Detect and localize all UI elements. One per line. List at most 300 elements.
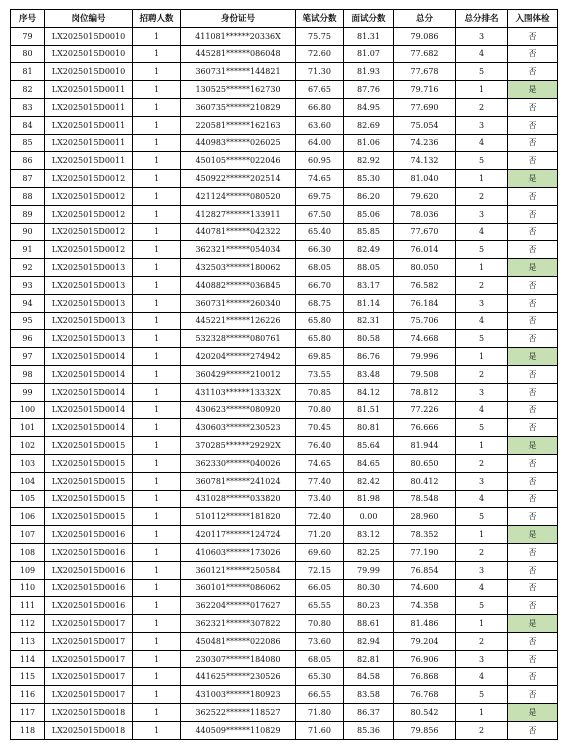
- cell-serial: 101: [11, 419, 45, 437]
- cell-written-score: 69.60: [296, 543, 344, 561]
- cell-position-code: LX2025015D0017: [45, 650, 133, 668]
- cell-medical-exam: 是: [508, 615, 558, 633]
- table-row: [11, 81, 558, 99]
- cell-total-score: 76.666: [394, 419, 456, 437]
- cell-interview-score: 84.65: [344, 454, 394, 472]
- table-row: [11, 490, 558, 508]
- cell-written-score: 72.40: [296, 508, 344, 526]
- cell-id-number: 445281******086048: [181, 45, 296, 63]
- cell-total-score: 79.086: [394, 27, 456, 45]
- cell-hiring-count: 1: [133, 348, 181, 366]
- cell-position-code: LX2025015D0018: [45, 721, 133, 739]
- results-table-container: [10, 9, 558, 740]
- cell-serial: 81: [11, 63, 45, 81]
- cell-hiring-count: 1: [133, 543, 181, 561]
- cell-interview-score: 80.81: [344, 419, 394, 437]
- header-total-score: 总分: [394, 10, 456, 28]
- cell-written-score: 64.00: [296, 134, 344, 152]
- cell-total-score: 76.854: [394, 561, 456, 579]
- cell-serial: 114: [11, 650, 45, 668]
- cell-total-score: 79.204: [394, 632, 456, 650]
- cell-hiring-count: 1: [133, 508, 181, 526]
- cell-medical-exam: 否: [508, 294, 558, 312]
- cell-id-number: 450922******202514: [181, 170, 296, 188]
- cell-medical-exam: 否: [508, 419, 558, 437]
- cell-interview-score: 83.12: [344, 526, 394, 544]
- cell-medical-exam: 是: [508, 704, 558, 722]
- cell-total-score: 77.678: [394, 63, 456, 81]
- cell-total-rank: 3: [456, 205, 508, 223]
- cell-total-score: 75.706: [394, 312, 456, 330]
- cell-medical-exam: 否: [508, 312, 558, 330]
- cell-position-code: LX2025015D0013: [45, 330, 133, 348]
- table-row: [11, 152, 558, 170]
- cell-serial: 91: [11, 241, 45, 259]
- cell-total-score: 79.620: [394, 187, 456, 205]
- cell-hiring-count: 1: [133, 597, 181, 615]
- table-row: [11, 45, 558, 63]
- cell-position-code: LX2025015D0016: [45, 597, 133, 615]
- cell-interview-score: 88.05: [344, 259, 394, 277]
- cell-id-number: 360429******210012: [181, 365, 296, 383]
- table-row: [11, 454, 558, 472]
- cell-total-rank: 3: [456, 27, 508, 45]
- cell-id-number: 440509******110829: [181, 721, 296, 739]
- cell-serial: 96: [11, 330, 45, 348]
- cell-total-score: 79.996: [394, 348, 456, 366]
- cell-interview-score: 81.07: [344, 45, 394, 63]
- cell-id-number: 360731******260340: [181, 294, 296, 312]
- cell-position-code: LX2025015D0012: [45, 205, 133, 223]
- cell-position-code: LX2025015D0011: [45, 116, 133, 134]
- cell-serial: 102: [11, 437, 45, 455]
- cell-medical-exam: 否: [508, 472, 558, 490]
- cell-serial: 117: [11, 704, 45, 722]
- cell-total-rank: 3: [456, 650, 508, 668]
- cell-serial: 107: [11, 526, 45, 544]
- cell-hiring-count: 1: [133, 632, 181, 650]
- table-row: [11, 294, 558, 312]
- cell-hiring-count: 1: [133, 63, 181, 81]
- cell-written-score: 71.20: [296, 526, 344, 544]
- cell-written-score: 65.55: [296, 597, 344, 615]
- table-header-row: [11, 10, 558, 28]
- cell-hiring-count: 1: [133, 419, 181, 437]
- cell-total-score: 76.582: [394, 276, 456, 294]
- cell-position-code: LX2025015D0012: [45, 241, 133, 259]
- cell-total-rank: 2: [456, 365, 508, 383]
- table-body: [11, 27, 558, 739]
- cell-hiring-count: 1: [133, 454, 181, 472]
- cell-interview-score: 80.58: [344, 330, 394, 348]
- cell-hiring-count: 1: [133, 223, 181, 241]
- cell-medical-exam: 否: [508, 241, 558, 259]
- cell-medical-exam: 否: [508, 632, 558, 650]
- cell-serial: 116: [11, 686, 45, 704]
- cell-interview-score: 86.20: [344, 187, 394, 205]
- cell-position-code: LX2025015D0015: [45, 437, 133, 455]
- header-serial: 序号: [11, 10, 45, 28]
- cell-interview-score: 80.23: [344, 597, 394, 615]
- table-row: [11, 615, 558, 633]
- cell-interview-score: 86.76: [344, 348, 394, 366]
- cell-medical-exam: 是: [508, 437, 558, 455]
- cell-id-number: 510112******181820: [181, 508, 296, 526]
- cell-serial: 110: [11, 579, 45, 597]
- cell-position-code: LX2025015D0016: [45, 526, 133, 544]
- table-row: [11, 561, 558, 579]
- cell-medical-exam: 否: [508, 490, 558, 508]
- cell-position-code: LX2025015D0011: [45, 98, 133, 116]
- cell-total-score: 79.508: [394, 365, 456, 383]
- cell-total-rank: 2: [456, 98, 508, 116]
- cell-hiring-count: 1: [133, 205, 181, 223]
- cell-interview-score: 86.37: [344, 704, 394, 722]
- cell-hiring-count: 1: [133, 383, 181, 401]
- header-total-rank: 总分排名: [456, 10, 508, 28]
- cell-written-score: 65.80: [296, 312, 344, 330]
- cell-total-rank: 1: [456, 526, 508, 544]
- cell-position-code: LX2025015D0010: [45, 45, 133, 63]
- table-row: [11, 579, 558, 597]
- cell-total-score: 80.412: [394, 472, 456, 490]
- cell-medical-exam: 否: [508, 454, 558, 472]
- cell-serial: 98: [11, 365, 45, 383]
- cell-total-score: 78.352: [394, 526, 456, 544]
- cell-interview-score: 0.00: [344, 508, 394, 526]
- cell-id-number: 431003******180923: [181, 686, 296, 704]
- cell-hiring-count: 1: [133, 668, 181, 686]
- cell-written-score: 66.30: [296, 241, 344, 259]
- cell-id-number: 430603******230523: [181, 419, 296, 437]
- cell-serial: 93: [11, 276, 45, 294]
- cell-total-rank: 3: [456, 294, 508, 312]
- cell-total-rank: 4: [456, 401, 508, 419]
- table-row: [11, 650, 558, 668]
- cell-hiring-count: 1: [133, 472, 181, 490]
- cell-medical-exam: 否: [508, 134, 558, 152]
- cell-serial: 92: [11, 259, 45, 277]
- cell-interview-score: 84.58: [344, 668, 394, 686]
- cell-written-score: 76.40: [296, 437, 344, 455]
- cell-hiring-count: 1: [133, 526, 181, 544]
- cell-interview-score: 82.49: [344, 241, 394, 259]
- cell-serial: 115: [11, 668, 45, 686]
- cell-interview-score: 85.06: [344, 205, 394, 223]
- cell-id-number: 431028******033820: [181, 490, 296, 508]
- cell-total-rank: 3: [456, 472, 508, 490]
- cell-written-score: 63.60: [296, 116, 344, 134]
- cell-position-code: LX2025015D0018: [45, 704, 133, 722]
- cell-written-score: 66.05: [296, 579, 344, 597]
- cell-position-code: LX2025015D0013: [45, 312, 133, 330]
- cell-total-score: 76.014: [394, 241, 456, 259]
- cell-interview-score: 82.81: [344, 650, 394, 668]
- table-row: [11, 330, 558, 348]
- cell-serial: 105: [11, 490, 45, 508]
- table-row: [11, 437, 558, 455]
- cell-written-score: 72.60: [296, 45, 344, 63]
- cell-interview-score: 80.30: [344, 579, 394, 597]
- cell-total-rank: 5: [456, 63, 508, 81]
- cell-interview-score: 82.92: [344, 152, 394, 170]
- cell-id-number: 370285******29292X: [181, 437, 296, 455]
- cell-total-rank: 5: [456, 419, 508, 437]
- cell-total-rank: 1: [456, 259, 508, 277]
- table-row: [11, 508, 558, 526]
- cell-written-score: 74.65: [296, 170, 344, 188]
- cell-position-code: LX2025015D0011: [45, 152, 133, 170]
- cell-written-score: 70.85: [296, 383, 344, 401]
- cell-serial: 111: [11, 597, 45, 615]
- cell-written-score: 73.55: [296, 365, 344, 383]
- cell-serial: 97: [11, 348, 45, 366]
- cell-total-rank: 5: [456, 152, 508, 170]
- cell-position-code: LX2025015D0014: [45, 365, 133, 383]
- cell-written-score: 73.40: [296, 490, 344, 508]
- cell-total-rank: 1: [456, 437, 508, 455]
- table-row: [11, 526, 558, 544]
- cell-written-score: 68.75: [296, 294, 344, 312]
- table-row: [11, 668, 558, 686]
- cell-interview-score: 79.99: [344, 561, 394, 579]
- cell-total-score: 80.650: [394, 454, 456, 472]
- cell-total-rank: 1: [456, 170, 508, 188]
- cell-serial: 84: [11, 116, 45, 134]
- cell-serial: 106: [11, 508, 45, 526]
- cell-interview-score: 82.42: [344, 472, 394, 490]
- cell-total-rank: 2: [456, 632, 508, 650]
- table-row: [11, 116, 558, 134]
- cell-id-number: 421124******080520: [181, 187, 296, 205]
- cell-id-number: 360781******241024: [181, 472, 296, 490]
- cell-total-rank: 1: [456, 615, 508, 633]
- cell-interview-score: 83.58: [344, 686, 394, 704]
- cell-interview-score: 85.36: [344, 721, 394, 739]
- cell-hiring-count: 1: [133, 561, 181, 579]
- cell-written-score: 70.45: [296, 419, 344, 437]
- cell-medical-exam: 是: [508, 259, 558, 277]
- cell-interview-score: 87.76: [344, 81, 394, 99]
- cell-id-number: 411081******20336X: [181, 27, 296, 45]
- cell-written-score: 73.60: [296, 632, 344, 650]
- cell-id-number: 230307******184080: [181, 650, 296, 668]
- cell-hiring-count: 1: [133, 312, 181, 330]
- header-id-number: 身份证号: [181, 10, 296, 28]
- cell-written-score: 74.65: [296, 454, 344, 472]
- table-row: [11, 597, 558, 615]
- cell-total-rank: 5: [456, 241, 508, 259]
- cell-serial: 90: [11, 223, 45, 241]
- cell-position-code: LX2025015D0011: [45, 81, 133, 99]
- cell-medical-exam: 否: [508, 668, 558, 686]
- table-row: [11, 27, 558, 45]
- cell-total-score: 28.960: [394, 508, 456, 526]
- cell-position-code: LX2025015D0017: [45, 632, 133, 650]
- cell-position-code: LX2025015D0012: [45, 170, 133, 188]
- cell-id-number: 220581******162163: [181, 116, 296, 134]
- table-row: [11, 276, 558, 294]
- cell-total-score: 78.812: [394, 383, 456, 401]
- cell-written-score: 60.95: [296, 152, 344, 170]
- cell-total-score: 76.184: [394, 294, 456, 312]
- cell-medical-exam: 否: [508, 45, 558, 63]
- cell-medical-exam: 否: [508, 205, 558, 223]
- cell-total-score: 74.600: [394, 579, 456, 597]
- cell-total-score: 78.036: [394, 205, 456, 223]
- cell-written-score: 65.30: [296, 668, 344, 686]
- cell-serial: 113: [11, 632, 45, 650]
- cell-medical-exam: 否: [508, 223, 558, 241]
- cell-position-code: LX2025015D0013: [45, 259, 133, 277]
- cell-total-rank: 4: [456, 45, 508, 63]
- cell-hiring-count: 1: [133, 27, 181, 45]
- cell-written-score: 72.15: [296, 561, 344, 579]
- cell-interview-score: 83.48: [344, 365, 394, 383]
- cell-hiring-count: 1: [133, 615, 181, 633]
- cell-written-score: 68.05: [296, 259, 344, 277]
- table-row: [11, 187, 558, 205]
- cell-total-rank: 4: [456, 223, 508, 241]
- cell-position-code: LX2025015D0010: [45, 27, 133, 45]
- cell-serial: 94: [11, 294, 45, 312]
- cell-interview-score: 83.17: [344, 276, 394, 294]
- cell-medical-exam: 否: [508, 330, 558, 348]
- header-medical-exam: 入围体检: [508, 10, 558, 28]
- cell-id-number: 431103******13332X: [181, 383, 296, 401]
- cell-position-code: LX2025015D0016: [45, 543, 133, 561]
- header-written-score: 笔试分数: [296, 10, 344, 28]
- cell-serial: 103: [11, 454, 45, 472]
- cell-total-rank: 5: [456, 597, 508, 615]
- table-row: [11, 259, 558, 277]
- cell-id-number: 360731******144821: [181, 63, 296, 81]
- cell-interview-score: 82.94: [344, 632, 394, 650]
- cell-written-score: 77.40: [296, 472, 344, 490]
- cell-medical-exam: 否: [508, 63, 558, 81]
- table-row: [11, 632, 558, 650]
- cell-serial: 86: [11, 152, 45, 170]
- cell-written-score: 69.85: [296, 348, 344, 366]
- cell-interview-score: 81.93: [344, 63, 394, 81]
- cell-hiring-count: 1: [133, 437, 181, 455]
- cell-position-code: LX2025015D0012: [45, 187, 133, 205]
- table-row: [11, 241, 558, 259]
- cell-total-rank: 2: [456, 276, 508, 294]
- cell-position-code: LX2025015D0016: [45, 579, 133, 597]
- cell-written-score: 66.55: [296, 686, 344, 704]
- cell-serial: 82: [11, 81, 45, 99]
- table-row: [11, 98, 558, 116]
- cell-total-rank: 1: [456, 704, 508, 722]
- cell-medical-exam: 是: [508, 348, 558, 366]
- cell-total-rank: 2: [456, 721, 508, 739]
- cell-total-score: 80.050: [394, 259, 456, 277]
- cell-hiring-count: 1: [133, 721, 181, 739]
- cell-medical-exam: 否: [508, 597, 558, 615]
- cell-serial: 88: [11, 187, 45, 205]
- cell-written-score: 69.75: [296, 187, 344, 205]
- cell-total-rank: 3: [456, 383, 508, 401]
- cell-hiring-count: 1: [133, 365, 181, 383]
- cell-position-code: LX2025015D0015: [45, 490, 133, 508]
- cell-interview-score: 81.31: [344, 27, 394, 45]
- cell-id-number: 360735******210829: [181, 98, 296, 116]
- header-position-code: 岗位编号: [45, 10, 133, 28]
- cell-medical-exam: 否: [508, 383, 558, 401]
- cell-hiring-count: 1: [133, 81, 181, 99]
- cell-serial: 89: [11, 205, 45, 223]
- cell-interview-score: 85.64: [344, 437, 394, 455]
- cell-position-code: LX2025015D0017: [45, 668, 133, 686]
- cell-written-score: 71.60: [296, 721, 344, 739]
- cell-position-code: LX2025015D0014: [45, 401, 133, 419]
- cell-hiring-count: 1: [133, 259, 181, 277]
- cell-hiring-count: 1: [133, 579, 181, 597]
- cell-position-code: LX2025015D0014: [45, 383, 133, 401]
- cell-hiring-count: 1: [133, 134, 181, 152]
- cell-medical-exam: 否: [508, 579, 558, 597]
- cell-hiring-count: 1: [133, 98, 181, 116]
- cell-serial: 83: [11, 98, 45, 116]
- cell-written-score: 70.80: [296, 401, 344, 419]
- cell-medical-exam: 否: [508, 561, 558, 579]
- table-row: [11, 312, 558, 330]
- cell-total-rank: 5: [456, 508, 508, 526]
- cell-interview-score: 88.61: [344, 615, 394, 633]
- table-row: [11, 704, 558, 722]
- cell-hiring-count: 1: [133, 187, 181, 205]
- cell-serial: 112: [11, 615, 45, 633]
- cell-hiring-count: 1: [133, 241, 181, 259]
- cell-interview-score: 81.14: [344, 294, 394, 312]
- table-row: [11, 205, 558, 223]
- cell-total-score: 74.132: [394, 152, 456, 170]
- cell-total-score: 77.190: [394, 543, 456, 561]
- cell-serial: 108: [11, 543, 45, 561]
- cell-position-code: LX2025015D0017: [45, 615, 133, 633]
- cell-medical-exam: 是: [508, 526, 558, 544]
- cell-medical-exam: 是: [508, 170, 558, 188]
- cell-id-number: 410603******173026: [181, 543, 296, 561]
- cell-interview-score: 82.69: [344, 116, 394, 134]
- cell-position-code: LX2025015D0014: [45, 348, 133, 366]
- cell-position-code: LX2025015D0014: [45, 419, 133, 437]
- cell-medical-exam: 是: [508, 81, 558, 99]
- cell-serial: 104: [11, 472, 45, 490]
- cell-total-score: 78.548: [394, 490, 456, 508]
- cell-interview-score: 85.85: [344, 223, 394, 241]
- cell-medical-exam: 否: [508, 365, 558, 383]
- cell-interview-score: 81.51: [344, 401, 394, 419]
- cell-hiring-count: 1: [133, 276, 181, 294]
- cell-written-score: 70.80: [296, 615, 344, 633]
- cell-total-score: 79.856: [394, 721, 456, 739]
- cell-id-number: 360121******250584: [181, 561, 296, 579]
- cell-id-number: 362321******307822: [181, 615, 296, 633]
- table-row: [11, 63, 558, 81]
- cell-total-score: 81.944: [394, 437, 456, 455]
- cell-interview-score: 84.95: [344, 98, 394, 116]
- cell-id-number: 445221******126226: [181, 312, 296, 330]
- cell-total-rank: 4: [456, 490, 508, 508]
- cell-id-number: 360101******086062: [181, 579, 296, 597]
- cell-medical-exam: 否: [508, 686, 558, 704]
- cell-total-rank: 2: [456, 187, 508, 205]
- cell-medical-exam: 否: [508, 187, 558, 205]
- cell-written-score: 68.05: [296, 650, 344, 668]
- cell-serial: 99: [11, 383, 45, 401]
